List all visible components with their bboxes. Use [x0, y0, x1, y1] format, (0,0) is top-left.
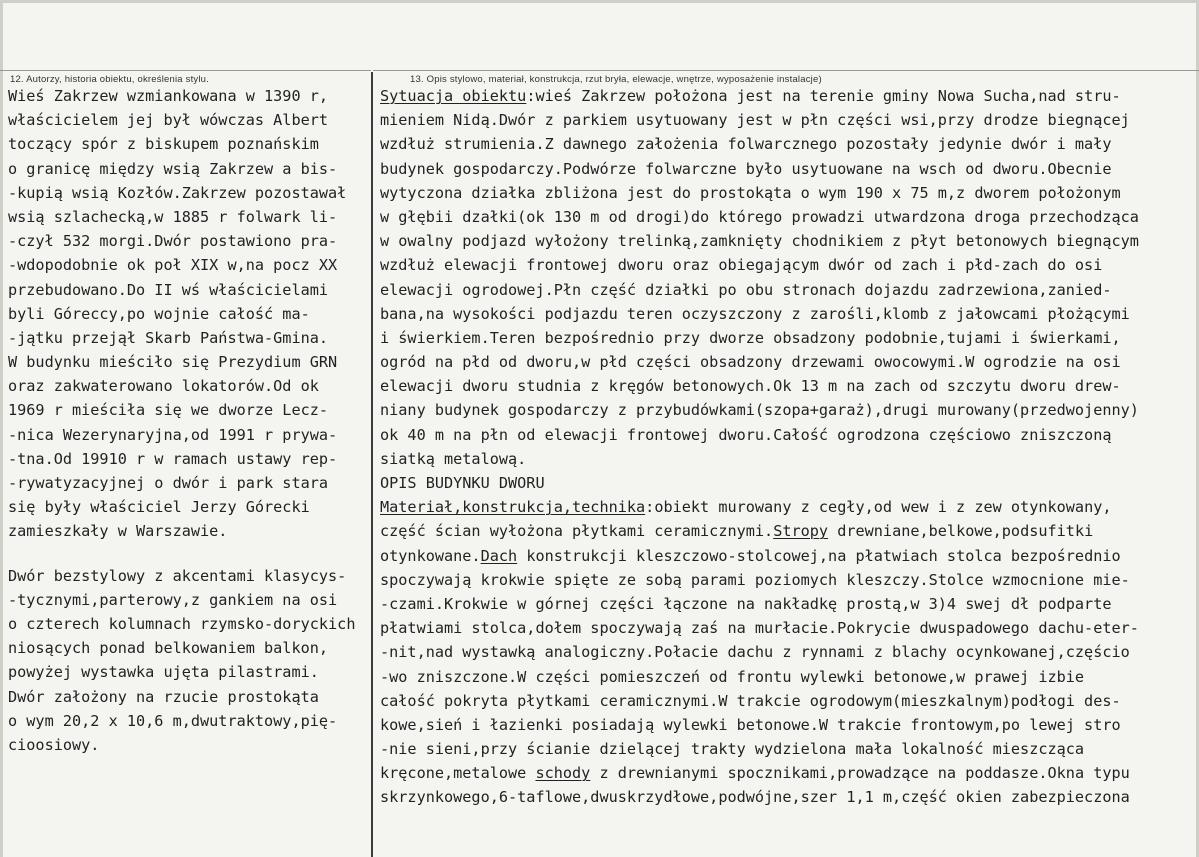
- text-line: 1969 r mieściła się we dworze Lecz-: [8, 401, 329, 420]
- text-line: -nit,nad wystawką analogiczny.Połacie dachu z rynnami z blachy ocynkowanej,częścio: [380, 643, 1130, 662]
- history-column: [8, 84, 370, 757]
- text-run: kręcone,metalowe: [380, 764, 536, 783]
- left-field-header: 12. Autorzy, historia obiektu, określenia stylu.: [10, 74, 209, 85]
- text-line: o czterech kolumnach rzymsko-doryckich: [8, 614, 356, 633]
- text-line: budynek gospodarczy.Podwórze folwarczne było usytuowane na wsch od dworu.Obecnie: [380, 159, 1112, 178]
- text-line: -czami.Krokwie w górnej części łączone na nakładkę prostą,w 3)4 swej dł podparte: [380, 594, 1112, 613]
- text-line: niosących ponad belkowaniem balkon,: [8, 639, 329, 658]
- text-line: wsią szlachecką,w 1885 r folwark li-: [8, 207, 338, 226]
- card-top-edge: [0, 0, 1199, 3]
- text-line: mieniem Nidą.Dwór z parkiem usytuowany jest w płn części wsi,przy drodze biegnącej: [380, 111, 1130, 130]
- text-line: byli Góreccy,po wojnie całość ma-: [8, 304, 310, 323]
- text-line: -czył 532 morgi.Dwór postawiono pra-: [8, 232, 338, 251]
- text-line: właścicielem jej był wówczas Albert: [8, 111, 329, 130]
- text-line: i świerkiem.Teren bezpośrednio przy dworze obsadzony podobnie,tujami i świerkami,: [380, 328, 1121, 347]
- text-line: -nica Wezerynaryjna,od 1991 r prywa-: [8, 425, 338, 444]
- text-run: :obiekt murowany z cegły,od wew i z zew otynkowany,: [645, 498, 1112, 517]
- construction-paragraph: [380, 568, 1199, 762]
- text-line: powyżej wystawka ujęta pilastrami.: [8, 663, 319, 682]
- text-line: bana,na wysokości podjazdu teren oczyszczony z zarośli,klomb z jałowcami płożącymi: [380, 304, 1130, 323]
- text-line: w owalny podjazd wyłożony trelinką,zamknięty chodnikiem z płyt betonowych biegnącym: [380, 232, 1139, 251]
- text-line: Dwór założony na rzucie prostokąta: [8, 687, 319, 706]
- text-run: konstrukcji kleszczowo-stolcowej,na płatwiach stolca bezpośrednio: [517, 546, 1121, 565]
- text-line: wytyczona działka zbliżona jest do prostokąta o wym 190 x 75 m,z dworem położonym: [380, 183, 1121, 202]
- column-divider: [371, 72, 373, 857]
- header-rule-left: [0, 70, 371, 71]
- text-line: -wdopodobnie ok poł XIX w,na pocz XX: [8, 256, 338, 275]
- text-line: wzdłuż strumienia.Z dawnego założenia folwarcznego pozostały jedynie dwór i mały: [380, 135, 1112, 154]
- text-line: zamieszkały w Warszawie.: [8, 522, 228, 541]
- section-label-stairs: schody: [535, 764, 591, 783]
- text-line: ok 40 m na płn od elewacji frontowej dworu.Całość ogrodzona częściowo zniszczoną: [380, 425, 1112, 444]
- text-line: przebudowano.Do II wś właścicielami: [8, 280, 329, 299]
- text-line: elewacji ogrodowej.Płn część działki po obu stronach dojazdu zadrzewiona,zanied-: [380, 280, 1112, 299]
- text-run: z drewnianymi spocznikami,prowadzące na poddasze.Okna typu: [590, 764, 1130, 783]
- text-line: [380, 761, 1199, 785]
- paragraph-gap: [8, 544, 370, 564]
- section-label-material: Materiał,konstrukcja,technika: [380, 498, 646, 517]
- header-rule-right: [373, 70, 1199, 71]
- text-line: wzdłuż elewacji frontowej dworu oraz obiegającym dwór od zach i płd-zach do osi: [380, 256, 1103, 275]
- text-line: kowe,sień i łazienki posiadają wylewki betonowe.W trakcie frontowym,po lewej stro: [380, 715, 1121, 734]
- card-left-edge: [0, 0, 3, 857]
- text-line: [380, 495, 1199, 519]
- text-line: -jątku przejął Skarb Państwa-Gmina.: [8, 328, 329, 347]
- text-line: skrzynkowego,6-taflowe,dwuskrzydłowe,podwójne,szer 1,1 m,część okien zabezpieczona: [380, 788, 1130, 807]
- text-line: niany budynek gospodarczy z przybudówkami(szopa+garaż),drugi murowany(przedwojenny): [380, 401, 1139, 420]
- text-line: Wieś Zakrzew wzmiankowana w 1390 r,: [8, 87, 329, 105]
- text-line: o wym 20,2 x 10,6 m,dwutraktowy,pię-: [8, 711, 338, 730]
- text-line: się były właściciel Jerzy Górecki: [8, 498, 310, 517]
- text-run: :wieś Zakrzew położona jest na terenie gminy Nowa Sucha,nad stru-: [526, 87, 1121, 105]
- text-line: toczący spór z biskupem poznańskim: [8, 135, 319, 154]
- text-run: otynkowane.: [380, 546, 481, 565]
- right-field-header: 13. Opis stylowo, materiał, konstrukcja, rzut bryła, elewacje, wnętrze, wyposażenie instalacje): [410, 74, 822, 85]
- text-line: -nie sieni,przy ścianie dzielącej trakty wydzielona mała lokalność mieszcząca: [380, 740, 1085, 759]
- text-line: -tycznymi,parterowy,z gankiem na osi: [8, 590, 338, 609]
- text-line: oraz zakwaterowano lokatorów.Od ok: [8, 377, 319, 396]
- description-column: [380, 84, 1199, 810]
- section-label-ceilings: Stropy: [773, 522, 829, 541]
- text-run: drewniane,belkowe,podsufitki: [828, 522, 1094, 541]
- text-line: elewacji dworu studnia z kręgów betonowych.Ok 13 m na zach od szczytu dworu drew-: [380, 377, 1121, 396]
- text-line: całość pokryta płytkami ceramicznymi.W trakcie ogrodowym(mieszkalnym)podłogi des-: [380, 691, 1121, 710]
- text-line: [380, 519, 1199, 543]
- text-line: OPIS BUDYNKU DWORU: [380, 474, 545, 492]
- text-line: -rywatyzacyjnej o dwór i park stara: [8, 474, 329, 492]
- text-line: -kupią wsią Kozłów.Zakrzew pozostawał: [8, 183, 347, 202]
- history-paragraph: [8, 84, 370, 544]
- text-line: ogród na płd od dworu,w płd części obsadzony drzewami owocowymi.W ogrodzie na osi: [380, 353, 1121, 372]
- text-line: w głębii dzałki(ok 130 m od drogi)do którego prowadzi utwardzona droga przechodząca: [380, 207, 1139, 226]
- section-label-roof: Dach: [480, 546, 518, 565]
- text-line: spoczywają krokwie spięte ze sobą parami poziomych kleszczy.Stolce wzmocnione mie-: [380, 570, 1130, 589]
- text-run: część ścian wyłożona płytkami ceramicznymi.: [380, 522, 774, 541]
- style-paragraph: [8, 564, 370, 758]
- text-line: -tna.Od 19910 r w ramach ustawy rep-: [8, 449, 338, 468]
- text-line: W budynku mieściło się Prezydium GRN: [8, 353, 338, 372]
- text-line: cioosiowy.: [8, 735, 100, 754]
- text-line: -wo zniszczone.W części pomieszczeń od frontu wylewki betonowe,w prawej izbie: [380, 667, 1085, 686]
- text-line: o granicę między wsią Zakrzew a bis-: [8, 159, 338, 178]
- text-line: [380, 544, 1199, 568]
- text-line: płatwiami stolca,dołem spoczywają zaś na murłacie.Pokrycie dwuspadowego dachu-eter-: [380, 619, 1139, 638]
- section-label-situation: Sytuacja obiektu: [380, 87, 527, 105]
- text-line: Dwór bezstylowy z akcentami klasycys-: [8, 566, 347, 585]
- situation-paragraph: [380, 108, 1199, 495]
- text-line: [380, 84, 1199, 108]
- text-line: siatką metalową.: [380, 449, 527, 468]
